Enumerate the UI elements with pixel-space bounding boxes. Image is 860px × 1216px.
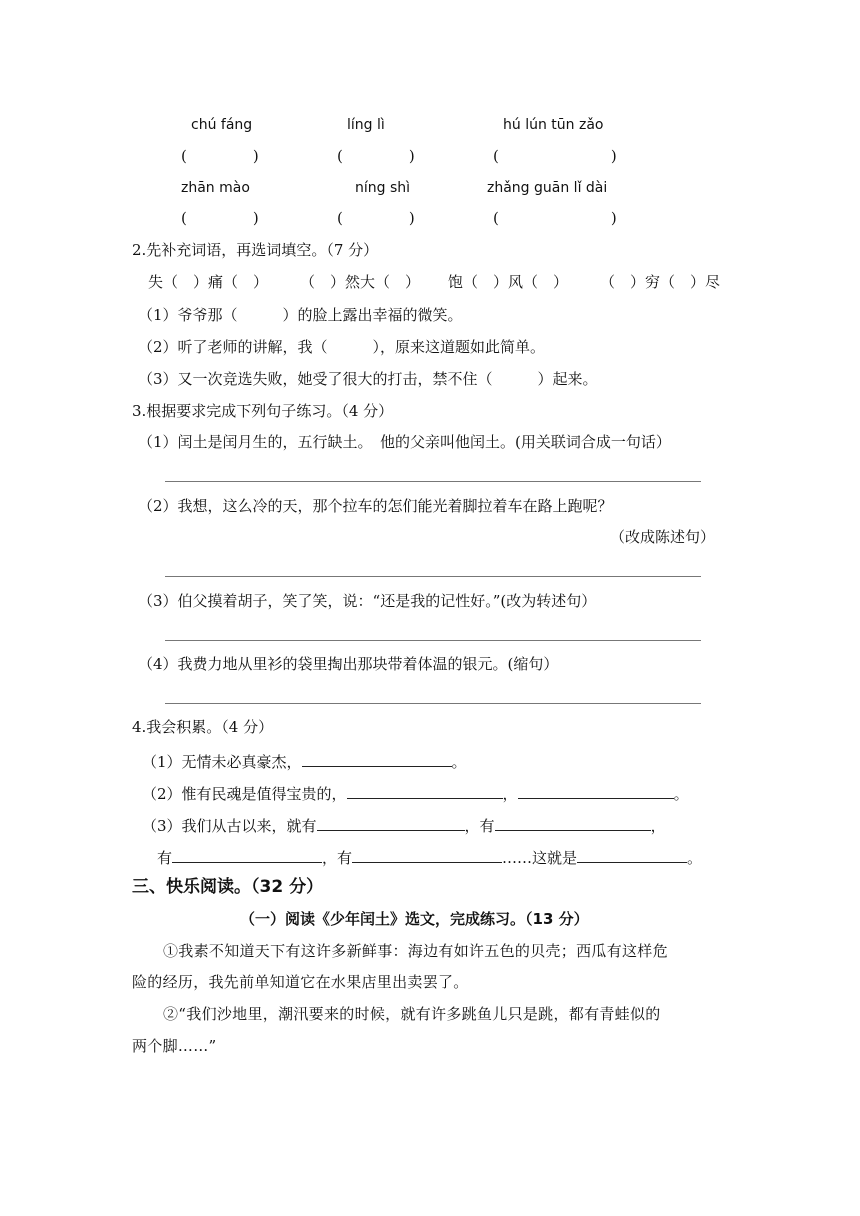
q4-line-4 (157, 846, 702, 868)
fill-blank-2[interactable] (347, 782, 503, 799)
pinyin-1: chú fáng (191, 117, 253, 133)
fill-blank-5[interactable] (495, 814, 651, 831)
fill-blank-6[interactable] (172, 846, 322, 863)
q4-line-3-mid: ，有 (464, 817, 495, 835)
fill-blank-3[interactable] (518, 782, 674, 799)
answer-bracket-4[interactable]: ( ) (181, 209, 259, 227)
q2-word-3: 饱（ ）风（ ） (448, 273, 569, 291)
fill-blank-1[interactable] (302, 750, 452, 767)
pinyin-2: líng lì (347, 117, 385, 133)
reading-paragraph-2-line-2: 两个脚……” (132, 1037, 217, 1055)
q4-line-2-end: 。 (673, 785, 689, 803)
q3-item-4: （4）我费力地从里衫的袋里掏出那块带着体温的银元。(缩句） (138, 655, 559, 673)
q4-line-4-text: 有 (157, 849, 173, 867)
q4-title: 4.我会积累。（4 分） (132, 718, 274, 736)
q4-line-3-text: （3）我们从古以来，就有 (142, 817, 317, 835)
pinyin-6: zhǎng guān lǐ dài (487, 180, 608, 196)
q4-line-4-end: 。 (687, 849, 703, 867)
q2-item-1: （1）爷爷那（ ）的脸上露出幸福的微笑。 (138, 306, 463, 324)
answer-bracket-5[interactable]: ( ) (337, 209, 415, 227)
q4-line-3-end: ， (650, 817, 666, 835)
reading-paragraph-1-line-2: 险的经历，我先前单知道它在水果店里出卖罢了。 (132, 973, 469, 991)
q3-item-1: （1）闰土是闰月生的，五行缺土。 他的父亲叫他闰土。(用关联词合成一句话） (138, 433, 671, 451)
pinyin-5: níng shì (355, 180, 411, 196)
reading-paragraph-2-line-1: ②“我们沙地里，潮汛要来的时候，就有许多跳鱼儿只是跳，都有青蛙似的 (163, 1005, 661, 1023)
answer-line-3[interactable] (165, 640, 701, 641)
q2-word-2: （ ）然大（ ） (300, 273, 421, 291)
q4-line-4-mid: ，有 (322, 849, 353, 867)
fill-blank-8[interactable] (577, 846, 687, 863)
answer-line-1[interactable] (165, 481, 701, 482)
q2-word-1: 失（ ）痛（ ） (148, 273, 269, 291)
q4-line-1-text: （1）无情未必真豪杰， (142, 753, 302, 771)
reading-subheading: （一）阅读《少年闰土》选文，完成练习。（13 分） (240, 910, 589, 928)
q4-line-2 (142, 782, 689, 804)
pinyin-4: zhān mào (181, 180, 250, 196)
section-heading: 三、快乐阅读。（32 分） (132, 877, 324, 897)
q2-word-4: （ ）穷（ ）尽 (600, 273, 721, 291)
q3-title: 3.根据要求完成下列句子练习。（4 分） (132, 402, 394, 420)
q2-title: 2.先补充词语，再选词填空。（7 分） (132, 241, 379, 259)
q4-line-2-mid: ， (502, 785, 518, 803)
q2-item-3: （3）又一次竞选失败，她受了很大的打击，禁不住（ ）起来。 (138, 370, 598, 388)
answer-line-2[interactable] (165, 576, 701, 577)
q4-line-3 (142, 814, 666, 836)
answer-bracket-2[interactable]: ( ) (337, 147, 415, 165)
q3-item-3: （3）伯父摸着胡子，笑了笑，说：“还是我的记性好。”(改为转述句） (138, 592, 597, 610)
q3-item-2-instruction: （改成陈述句） (610, 528, 716, 546)
q4-line-4-mid2: ……这就是 (502, 849, 578, 867)
answer-bracket-6[interactable]: ( ) (493, 209, 617, 227)
q2-item-2: （2）听了老师的讲解，我（ ），原来这道题如此简单。 (138, 338, 546, 356)
fill-blank-7[interactable] (352, 846, 502, 863)
pinyin-3: hú lún tūn zǎo (503, 117, 604, 133)
answer-bracket-3[interactable]: ( ) (493, 147, 617, 165)
fill-blank-4[interactable] (317, 814, 465, 831)
q4-line-2-text: （2）惟有民魂是值得宝贵的， (142, 785, 347, 803)
q3-item-2: （2）我想，这么冷的天，那个拉车的怎们能光着脚拉着车在路上跑呢？ (138, 497, 613, 515)
answer-bracket-1[interactable]: ( ) (181, 147, 259, 165)
answer-line-4[interactable] (165, 703, 701, 704)
q4-line-1 (142, 750, 467, 772)
reading-paragraph-1-line-1: ①我素不知道天下有这许多新鲜事：海边有如许五色的贝壳；西瓜有这样危 (163, 942, 668, 960)
q4-line-1-end: 。 (451, 753, 467, 771)
